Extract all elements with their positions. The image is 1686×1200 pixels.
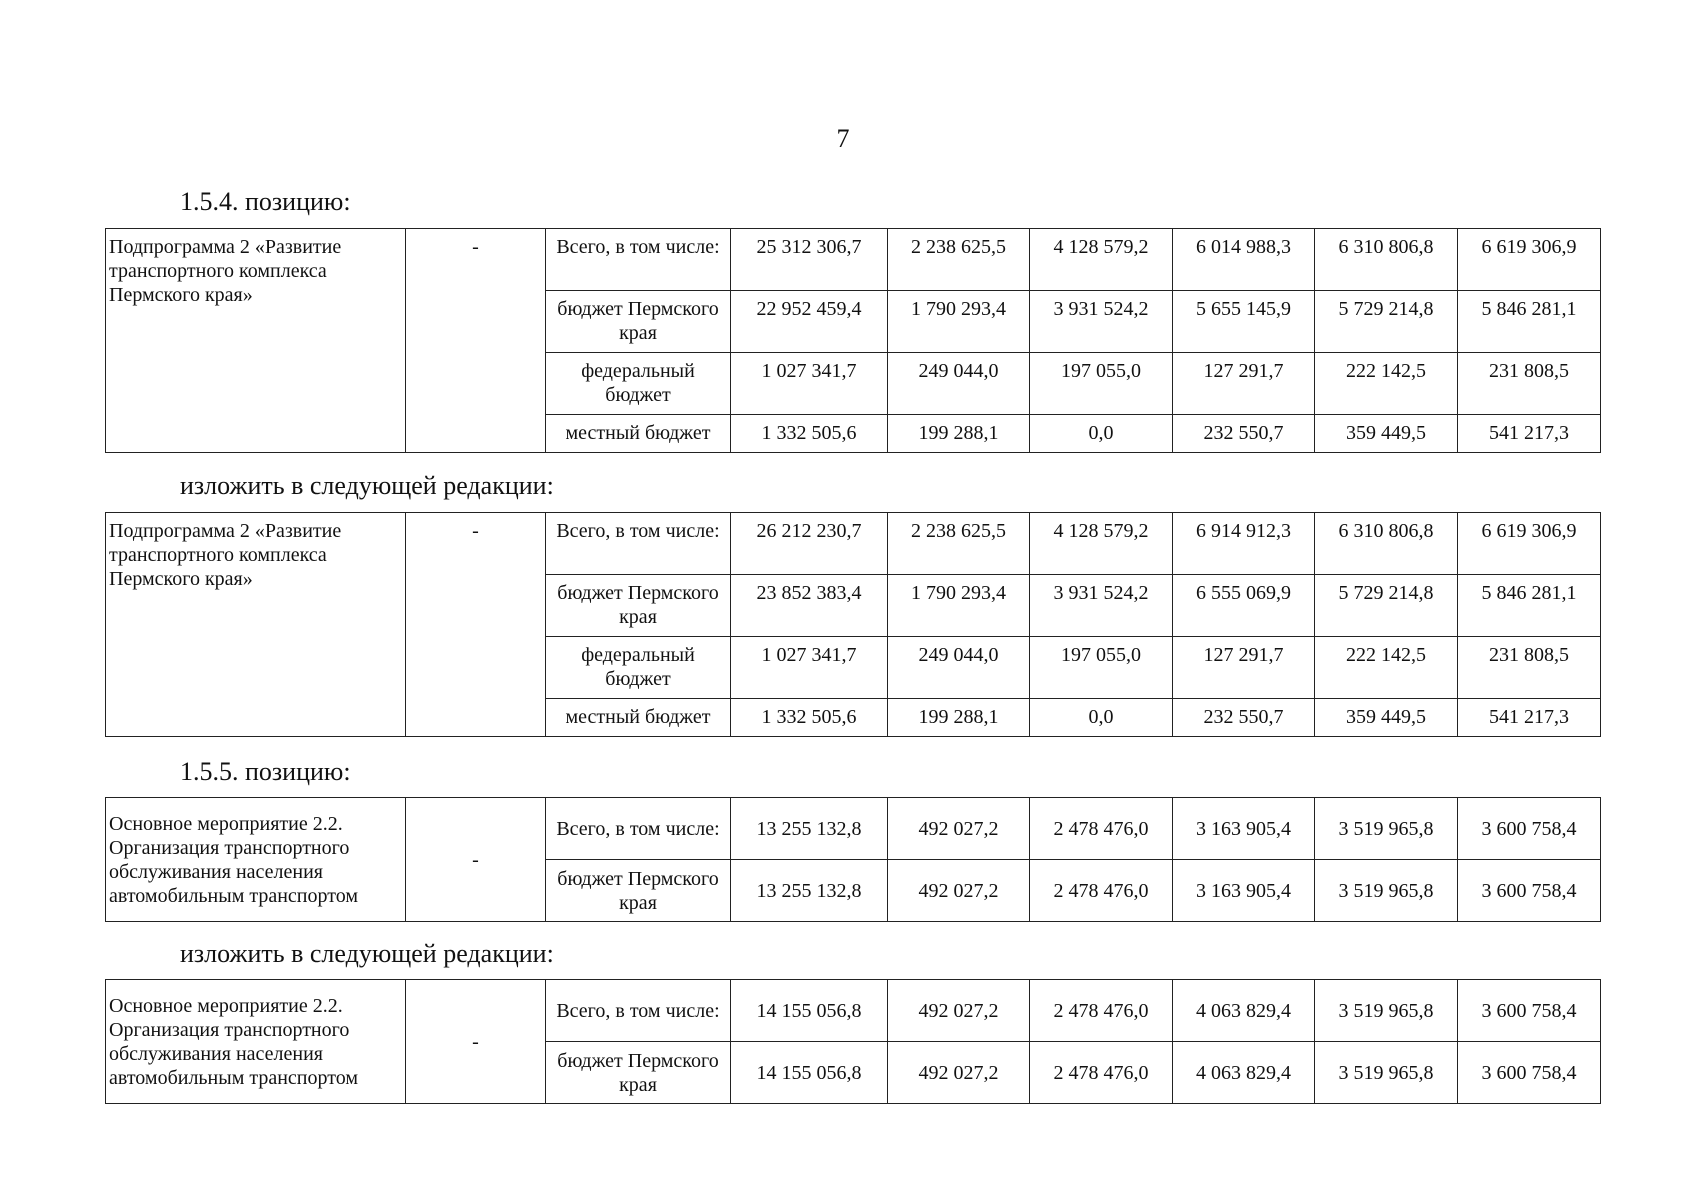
value-cell: 1 027 341,7 [731, 637, 888, 699]
value-cell: 2 238 625,5 [888, 513, 1030, 575]
funding-source: бюджет Пермского края [546, 575, 731, 637]
program-code: - [406, 229, 546, 453]
budget-table-old-subprogram [105, 228, 1601, 453]
value-cell: 2 478 476,0 [1030, 798, 1173, 860]
value-cell: 249 044,0 [888, 353, 1030, 415]
value-cell: 4 128 579,2 [1030, 229, 1173, 291]
value-cell: 541 217,3 [1458, 415, 1601, 453]
value-cell: 3 600 758,4 [1458, 1042, 1601, 1104]
value-cell: 2 238 625,5 [888, 229, 1030, 291]
budget-table-new-activity [105, 979, 1601, 1104]
value-cell: 199 288,1 [888, 415, 1030, 453]
value-cell: 5 846 281,1 [1458, 291, 1601, 353]
value-cell: 3 600 758,4 [1458, 980, 1601, 1042]
value-cell: 541 217,3 [1458, 699, 1601, 737]
value-cell: 2 478 476,0 [1030, 860, 1173, 922]
value-cell: 5 655 145,9 [1173, 291, 1315, 353]
program-code: - [406, 513, 546, 737]
value-cell: 359 449,5 [1315, 699, 1458, 737]
funding-source: бюджет Пермского края [546, 860, 731, 922]
page-number: 7 [836, 124, 850, 153]
activity-name: Основное мероприятие 2.2. Организация транспортного обслуживания населения автомобильным транспортом [106, 798, 406, 922]
funding-source: бюджет Пермского края [546, 1042, 731, 1104]
value-cell: 1 027 341,7 [731, 353, 888, 415]
funding-source: Всего, в том числе: [546, 513, 731, 575]
value-cell: 3 519 965,8 [1315, 860, 1458, 922]
value-cell: 26 212 230,7 [731, 513, 888, 575]
value-cell: 231 808,5 [1458, 637, 1601, 699]
value-cell: 3 519 965,8 [1315, 980, 1458, 1042]
value-cell: 3 163 905,4 [1173, 860, 1315, 922]
value-cell: 2 478 476,0 [1030, 980, 1173, 1042]
value-cell: 231 808,5 [1458, 353, 1601, 415]
value-cell: 359 449,5 [1315, 415, 1458, 453]
value-cell: 492 027,2 [888, 980, 1030, 1042]
value-cell: 4 063 829,4 [1173, 1042, 1315, 1104]
value-cell: 1 332 505,6 [731, 699, 888, 737]
value-cell: 6 014 988,3 [1173, 229, 1315, 291]
budget-table-old-activity [105, 797, 1601, 922]
activity-code: - [406, 980, 546, 1104]
value-cell: 249 044,0 [888, 637, 1030, 699]
value-cell: 5 729 214,8 [1315, 575, 1458, 637]
value-cell: 222 142,5 [1315, 637, 1458, 699]
value-cell: 1 332 505,6 [731, 415, 888, 453]
funding-source: местный бюджет [546, 415, 731, 453]
funding-source: Всего, в том числе: [546, 229, 731, 291]
value-cell: 6 619 306,9 [1458, 229, 1601, 291]
section-heading-new-edition-2: изложить в следующей редакции: [180, 939, 554, 968]
funding-source: Всего, в том числе: [546, 798, 731, 860]
value-cell: 0,0 [1030, 415, 1173, 453]
value-cell: 14 155 056,8 [731, 1042, 888, 1104]
funding-source: федеральный бюджет [546, 637, 731, 699]
value-cell: 492 027,2 [888, 798, 1030, 860]
value-cell: 22 952 459,4 [731, 291, 888, 353]
program-name: Подпрограмма 2 «Развитие транспортного комплекса Пермского края» [106, 229, 406, 453]
value-cell: 3 519 965,8 [1315, 798, 1458, 860]
value-cell: 6 555 069,9 [1173, 575, 1315, 637]
value-cell: 0,0 [1030, 699, 1173, 737]
value-cell: 1 790 293,4 [888, 575, 1030, 637]
value-cell: 232 550,7 [1173, 415, 1315, 453]
section-heading-new-edition: изложить в следующей редакции: [180, 471, 554, 500]
value-cell: 3 600 758,4 [1458, 860, 1601, 922]
program-name: Подпрограмма 2 «Развитие транспортного комплекса Пермского края» [106, 513, 406, 737]
funding-source: Всего, в том числе: [546, 980, 731, 1042]
value-cell: 199 288,1 [888, 699, 1030, 737]
value-cell: 4 128 579,2 [1030, 513, 1173, 575]
value-cell: 5 846 281,1 [1458, 575, 1601, 637]
value-cell: 25 312 306,7 [731, 229, 888, 291]
value-cell: 13 255 132,8 [731, 860, 888, 922]
activity-code: - [406, 798, 546, 922]
value-cell: 127 291,7 [1173, 637, 1315, 699]
budget-table-new-subprogram [105, 512, 1601, 737]
value-cell: 5 729 214,8 [1315, 291, 1458, 353]
funding-source: местный бюджет [546, 699, 731, 737]
value-cell: 3 519 965,8 [1315, 1042, 1458, 1104]
value-cell: 14 155 056,8 [731, 980, 888, 1042]
value-cell: 2 478 476,0 [1030, 1042, 1173, 1104]
value-cell: 3 163 905,4 [1173, 798, 1315, 860]
value-cell: 4 063 829,4 [1173, 980, 1315, 1042]
value-cell: 6 914 912,3 [1173, 513, 1315, 575]
value-cell: 197 055,0 [1030, 353, 1173, 415]
value-cell: 127 291,7 [1173, 353, 1315, 415]
funding-source: федеральный бюджет [546, 353, 731, 415]
value-cell: 232 550,7 [1173, 699, 1315, 737]
funding-source: бюджет Пермского края [546, 291, 731, 353]
value-cell: 13 255 132,8 [731, 798, 888, 860]
value-cell: 6 310 806,8 [1315, 229, 1458, 291]
value-cell: 1 790 293,4 [888, 291, 1030, 353]
value-cell: 492 027,2 [888, 1042, 1030, 1104]
value-cell: 3 600 758,4 [1458, 798, 1601, 860]
value-cell: 492 027,2 [888, 860, 1030, 922]
section-heading-1-5-5: 1.5.5. позицию: [180, 757, 351, 786]
value-cell: 3 931 524,2 [1030, 575, 1173, 637]
value-cell: 6 310 806,8 [1315, 513, 1458, 575]
section-heading-1-5-4: 1.5.4. позицию: [180, 187, 351, 216]
value-cell: 197 055,0 [1030, 637, 1173, 699]
value-cell: 23 852 383,4 [731, 575, 888, 637]
value-cell: 222 142,5 [1315, 353, 1458, 415]
value-cell: 3 931 524,2 [1030, 291, 1173, 353]
value-cell: 6 619 306,9 [1458, 513, 1601, 575]
activity-name: Основное мероприятие 2.2. Организация транспортного обслуживания населения автомобильным транспортом [106, 980, 406, 1104]
